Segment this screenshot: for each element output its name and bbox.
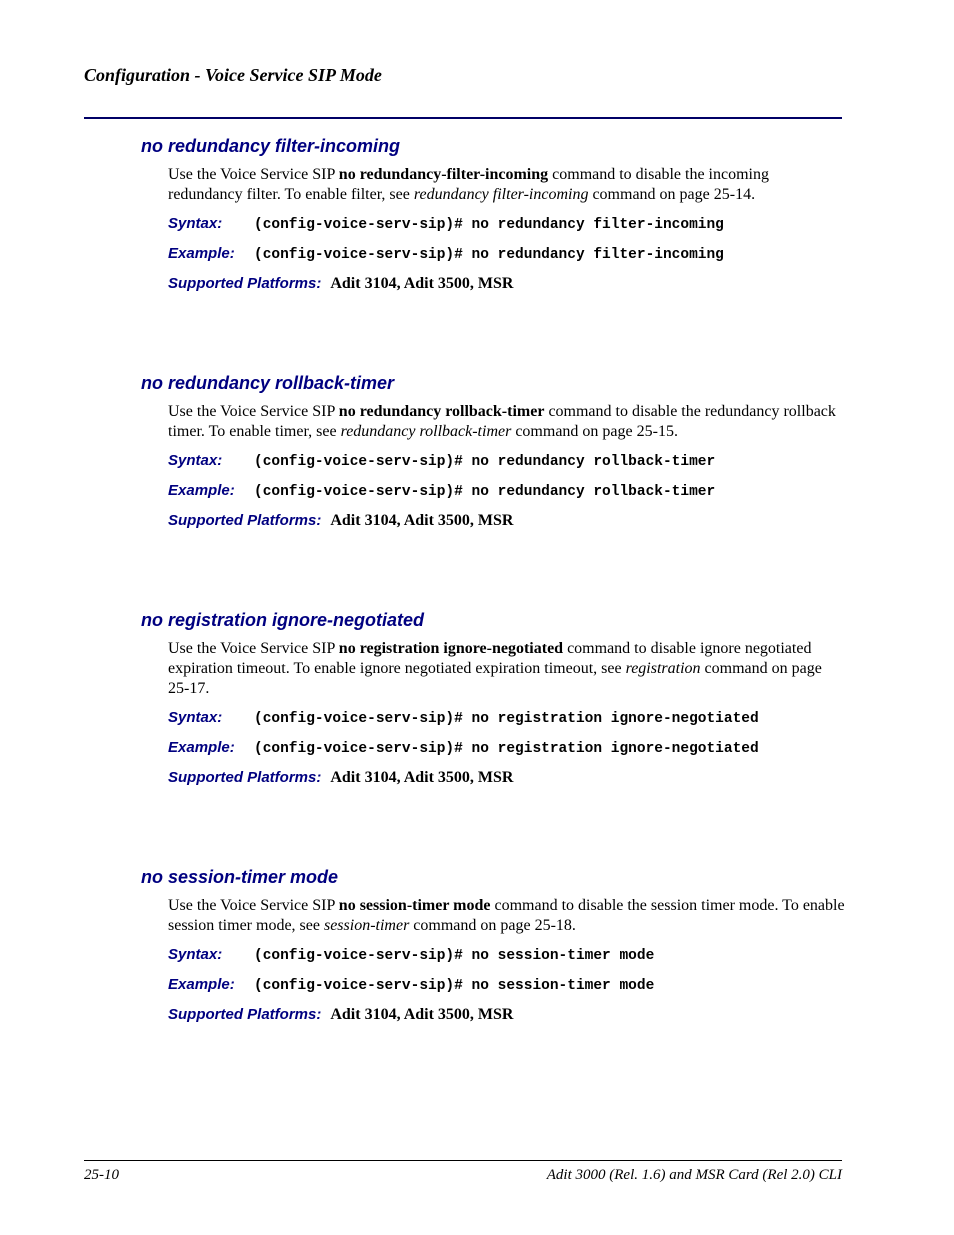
syntax-code: (config-voice-serv-sip)# no redundancy filter-incoming bbox=[254, 217, 724, 233]
command-section-redundancy-rollback-timer bbox=[141, 372, 851, 532]
example-code: (config-voice-serv-sip)# no session-timer mode bbox=[254, 978, 655, 994]
section-description bbox=[168, 896, 846, 936]
platforms-label: Supported Platforms: bbox=[168, 512, 322, 529]
syntax-code: (config-voice-serv-sip)# no session-timer mode bbox=[254, 948, 655, 964]
example-code: (config-voice-serv-sip)# no redundancy rollback-timer bbox=[254, 484, 716, 500]
syntax-line bbox=[168, 946, 851, 966]
command-section-session-timer-mode bbox=[141, 866, 851, 1026]
example-code: (config-voice-serv-sip)# no redundancy filter-incoming bbox=[254, 247, 724, 263]
example-line bbox=[168, 739, 851, 759]
desc-text: command on page 25-15. bbox=[511, 423, 678, 440]
desc-text: command on page 25-14. bbox=[588, 186, 756, 203]
platforms-label: Supported Platforms: bbox=[168, 275, 322, 292]
example-label: Example: bbox=[168, 739, 235, 756]
desc-xref: session-timer bbox=[323, 917, 410, 934]
platforms-value: Adit 3104, Adit 3500, MSR bbox=[330, 275, 514, 292]
syntax-line bbox=[168, 452, 851, 472]
command-section-registration-ignore-negotiated bbox=[141, 609, 851, 789]
desc-text: command to disable ignore negotiated expiration timeout. To enable ignore negotiated expiration timeout, see bbox=[168, 640, 812, 677]
platforms-label: Supported Platforms: bbox=[168, 769, 322, 786]
section-title: no redundancy rollback-timer bbox=[141, 373, 395, 393]
desc-text: command on page 25-18. bbox=[409, 917, 576, 934]
section-title: no session-timer mode bbox=[141, 867, 339, 887]
desc-text: command to disable the redundancy rollback timer. To enable timer, see bbox=[168, 403, 836, 440]
example-line bbox=[168, 482, 851, 502]
desc-command: no redundancy-filter-incoming bbox=[338, 166, 549, 183]
example-line bbox=[168, 245, 851, 265]
syntax-label: Syntax: bbox=[168, 452, 223, 469]
footer-rule bbox=[84, 1160, 842, 1161]
example-label: Example: bbox=[168, 482, 235, 499]
page-number: 25-10 bbox=[84, 1167, 119, 1183]
running-header: Configuration - Voice Service SIP Mode bbox=[84, 65, 382, 85]
desc-text: Use the Voice Service SIP bbox=[168, 640, 339, 657]
syntax-label: Syntax: bbox=[168, 946, 223, 963]
example-code: (config-voice-serv-sip)# no registration ignore-negotiated bbox=[254, 741, 759, 757]
syntax-line bbox=[168, 709, 851, 729]
syntax-code: (config-voice-serv-sip)# no registration ignore-negotiated bbox=[254, 711, 759, 727]
desc-text: command to disable the incoming redundancy filter. To enable filter, see bbox=[168, 166, 769, 203]
platforms-label: Supported Platforms: bbox=[168, 1006, 322, 1023]
section-description bbox=[168, 402, 846, 442]
desc-text: command to disable the session timer mode. To enable session timer mode, see bbox=[168, 897, 845, 934]
syntax-line bbox=[168, 215, 851, 235]
platforms-line bbox=[168, 1006, 851, 1026]
syntax-code: (config-voice-serv-sip)# no redundancy rollback-timer bbox=[254, 454, 716, 470]
platforms-value: Adit 3104, Adit 3500, MSR bbox=[330, 1006, 514, 1023]
section-title: no redundancy filter-incoming bbox=[141, 136, 401, 156]
footer-doc-title: Adit 3000 (Rel. 1.6) and MSR Card (Rel 2.0) CLI bbox=[546, 1167, 842, 1183]
example-label: Example: bbox=[168, 976, 235, 993]
desc-text: command on page 25-17. bbox=[168, 660, 822, 697]
section-description bbox=[168, 165, 846, 205]
desc-command: no redundancy rollback-timer bbox=[338, 403, 545, 420]
header-rule bbox=[84, 117, 842, 119]
syntax-label: Syntax: bbox=[168, 709, 223, 726]
platforms-line bbox=[168, 275, 851, 295]
desc-command: no registration ignore-negotiated bbox=[338, 640, 564, 657]
desc-text: Use the Voice Service SIP bbox=[168, 166, 339, 183]
example-line bbox=[168, 976, 851, 996]
desc-text: Use the Voice Service SIP bbox=[168, 403, 339, 420]
platforms-value: Adit 3104, Adit 3500, MSR bbox=[330, 512, 514, 529]
desc-text: Use the Voice Service SIP bbox=[168, 897, 339, 914]
desc-command: no session-timer mode bbox=[338, 897, 491, 914]
example-label: Example: bbox=[168, 245, 235, 262]
section-description bbox=[168, 639, 846, 699]
syntax-label: Syntax: bbox=[168, 215, 223, 232]
desc-xref: redundancy filter-incoming bbox=[413, 186, 589, 203]
platforms-line bbox=[168, 769, 851, 789]
section-title: no registration ignore-negotiated bbox=[141, 610, 425, 630]
platforms-value: Adit 3104, Adit 3500, MSR bbox=[330, 769, 514, 786]
command-section-redundancy-filter-incoming bbox=[141, 135, 851, 295]
desc-xref: registration bbox=[625, 660, 701, 677]
desc-xref: redundancy rollback-timer bbox=[340, 423, 512, 440]
platforms-line bbox=[168, 512, 851, 532]
